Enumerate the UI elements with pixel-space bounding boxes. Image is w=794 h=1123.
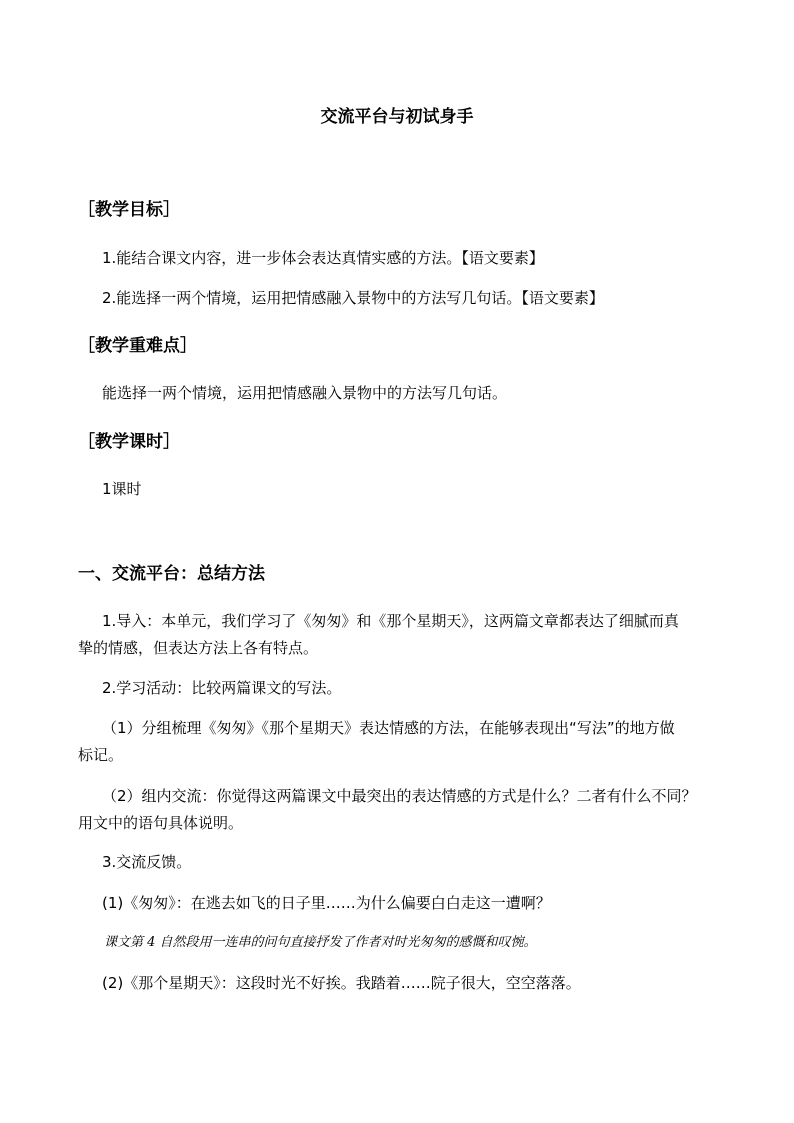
goal-item-2: 2.能选择一两个情境，运用把情感融入景物中的方法写几句话。【语文要素】 — [102, 289, 604, 307]
activity-2-line-1: （2）组内交流：你觉得这两篇课文中最突出的表达情感的方式是什么？二者有什么不同？ — [102, 787, 697, 805]
intro-line-2: 挚的情感，但表达方法上各有特点。 — [78, 639, 319, 657]
feedback-1-note: 课文第 4 自然段用一连串的问句直接抒发了作者对时光匆匆的感慨和叹惋。 — [104, 935, 537, 950]
intro-line-1: 1.导入：本单元，我们学习了《匆匆》和《那个星期天》，这两篇文章都表达了细腻而真 — [102, 612, 679, 630]
goal-item-1: 1.能结合课文内容，进一步体会表达真情实感的方法。【语文要素】 — [102, 249, 544, 267]
activity-1-line-2: 标记。 — [78, 746, 124, 764]
feedback-2: (2)《那个星期天》：这段时光不好挨。我踏着……院子很大，空空落落。 — [102, 974, 581, 992]
hours-text: 1课时 — [102, 480, 142, 498]
activity-1-line-1: （1）分组梳理《匆匆》《那个星期天》表达情感的方法，在能够表现出“写法”的地方做 — [102, 719, 675, 737]
activity-text: 2.学习活动：比较两篇课文的写法。 — [102, 679, 342, 697]
section-heading-hours: ［教学课时］ — [78, 432, 180, 452]
key-points-text: 能选择一两个情境，运用把情感融入景物中的方法写几句话。 — [102, 384, 508, 402]
activity-2-line-2: 用文中的语句具体说明。 — [78, 814, 244, 832]
section-heading-part-one: 一、交流平台：总结方法 — [78, 564, 265, 584]
feedback-1: (1)《匆匆》：在逃去如飞的日子里……为什么偏要白白走这一遭啊？ — [102, 894, 551, 912]
feedback-text: 3.交流反馈。 — [102, 853, 192, 871]
section-heading-goals: ［教学目标］ — [78, 200, 180, 220]
page-title: 交流平台与初试身手 — [320, 107, 474, 127]
section-heading-key-points: ［教学重难点］ — [78, 336, 197, 356]
